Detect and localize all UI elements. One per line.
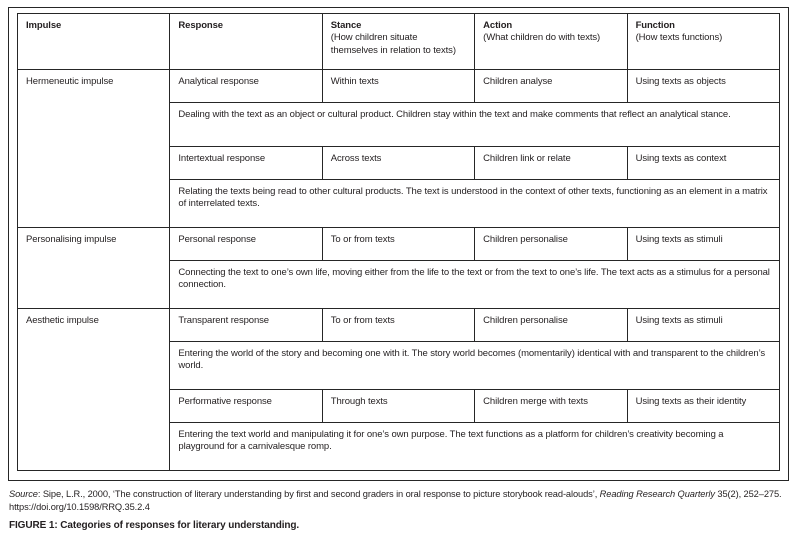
- cell-function: Using texts as stimuli: [627, 228, 779, 261]
- cell-stance: Through texts: [322, 390, 474, 423]
- cell-stance: To or from texts: [322, 309, 474, 342]
- cell-response: Performative response: [170, 390, 322, 423]
- cell-impulse-aesthetic: Aesthetic impulse: [18, 309, 170, 471]
- cell-response: Personal response: [170, 228, 322, 261]
- col-header-title: Action: [483, 20, 513, 31]
- col-header-response: [170, 14, 322, 70]
- col-header-title: Impulse: [26, 20, 62, 31]
- col-header-stance: [322, 14, 474, 70]
- source-citation: [9, 488, 788, 501]
- cell-function: Using texts as stimuli: [627, 309, 779, 342]
- cell-action: Children analyse: [475, 70, 627, 103]
- cell-action: Children personalise: [475, 228, 627, 261]
- cell-stance: To or from texts: [322, 228, 474, 261]
- source-journal: Reading Research Quarterly: [599, 489, 715, 499]
- col-header-action: [475, 14, 627, 70]
- responses-table: [17, 13, 780, 471]
- cell-description: Dealing with the text as an object or cultural product. Children stay within the text and make comments that reflect an analytical stance.: [170, 103, 780, 147]
- source-label: Source: [9, 489, 38, 499]
- table-row: [18, 228, 780, 261]
- cell-action: Children link or relate: [475, 147, 627, 180]
- cell-description: Relating the texts being read to other cultural products. The text is understood in the context of other texts, functioning as an element in a matrix of interrelated texts.: [170, 180, 780, 228]
- source-text: : Sipe, L.R., 2000, ‘The construction of literary understanding by first and second graders in oral response to picture storybook read-alouds’,: [37, 489, 600, 499]
- col-header-title: Function: [635, 20, 675, 31]
- cell-description: Connecting the text to one’s own life, moving either from the life to the text or from the text to one’s life. The text acts as a stimulus for a personal connection.: [170, 261, 780, 309]
- cell-impulse-hermeneutic: Hermeneutic impulse: [18, 70, 170, 228]
- cell-stance: Across texts: [322, 147, 474, 180]
- cell-description: Entering the text world and manipulating it for one’s own purpose. The text functions as a platform for children’s creativity becoming a playground for a carnivalesque romp.: [170, 423, 780, 471]
- cell-function: Using texts as their identity: [627, 390, 779, 423]
- cell-description: Entering the world of the story and becoming one with it. The story world becomes (momentarily) identical with and transparent to the children’s world.: [170, 342, 780, 390]
- table-row: [18, 309, 780, 342]
- col-header-impulse: [18, 14, 170, 70]
- col-header-function: [627, 14, 779, 70]
- table-row: [18, 70, 780, 103]
- cell-response: Analytical response: [170, 70, 322, 103]
- figure-frame: [8, 7, 789, 481]
- cell-action: Children merge with texts: [475, 390, 627, 423]
- col-header-subtitle: (How texts functions): [635, 32, 723, 44]
- col-header-subtitle: (How children situate themselves in relation to texts): [330, 32, 456, 56]
- col-header-title: Stance: [330, 20, 362, 31]
- cell-action: Children personalise: [475, 309, 627, 342]
- cell-stance: Within texts: [322, 70, 474, 103]
- source-doi: https://doi.org/10.1598/RRQ.35.2.4: [9, 501, 150, 512]
- figure-caption-label: FIGURE 1:: [9, 520, 58, 532]
- col-header-subtitle: (What children do with texts): [483, 32, 601, 44]
- figure-caption-text: Categories of responses for literary understanding.: [60, 520, 300, 532]
- cell-response: Intertextual response: [170, 147, 322, 180]
- cell-function: Using texts as objects: [627, 70, 779, 103]
- figure-caption: [9, 520, 788, 531]
- table-header-row: [18, 14, 780, 70]
- figure-footer: [8, 481, 789, 531]
- col-header-title: Response: [178, 20, 223, 31]
- source-issue: 35(2), 252–275.: [714, 489, 782, 499]
- cell-impulse-personalising: Personalising impulse: [18, 228, 170, 309]
- cell-function: Using texts as context: [627, 147, 779, 180]
- cell-response: Transparent response: [170, 309, 322, 342]
